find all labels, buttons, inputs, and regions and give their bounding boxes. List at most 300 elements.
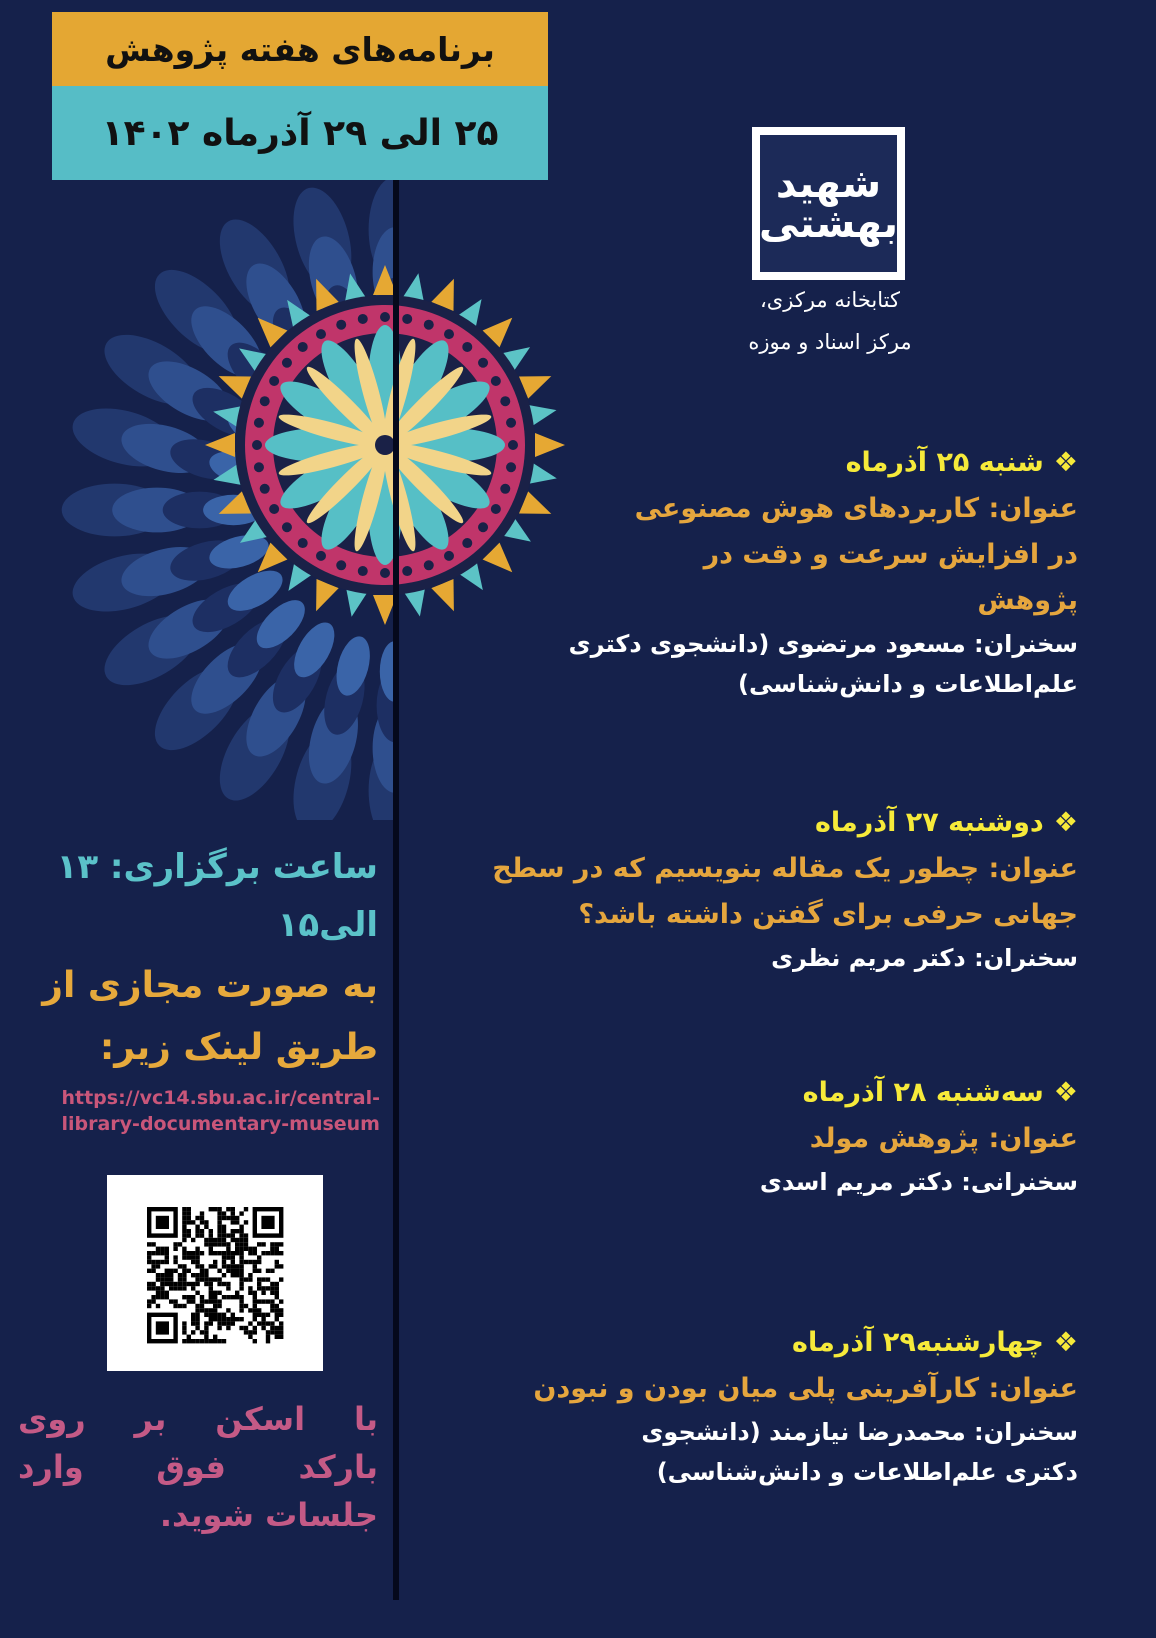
qr-module <box>191 1220 195 1224</box>
qr-module <box>169 1299 173 1303</box>
qr-module <box>173 1286 177 1290</box>
qr-module <box>244 1326 248 1330</box>
link-line-1[interactable]: https://vc14.sbu.ac.ir/central- <box>61 1087 380 1109</box>
qr-module <box>239 1238 243 1242</box>
qr-module <box>239 1251 243 1255</box>
qr-module <box>204 1242 208 1246</box>
qr-module <box>231 1260 235 1264</box>
time-line-1: ساعت برگزاری: ۱۳ <box>56 847 378 887</box>
qr-module <box>244 1330 248 1334</box>
qr-module <box>151 1251 155 1255</box>
session-1 <box>569 440 1078 704</box>
qr-module <box>231 1313 235 1317</box>
qr-module <box>200 1229 204 1233</box>
qr-module <box>173 1299 177 1303</box>
qr-module <box>213 1291 217 1295</box>
header-dates-banner <box>52 86 548 180</box>
qr-module <box>195 1308 199 1312</box>
qr-module <box>253 1247 257 1251</box>
qr-code[interactable] <box>107 1175 323 1371</box>
qr-module <box>244 1238 248 1242</box>
qr-module <box>279 1242 283 1246</box>
qr-module <box>204 1330 208 1334</box>
qr-module <box>239 1233 243 1237</box>
qr-module <box>213 1277 217 1281</box>
qr-module <box>213 1304 217 1308</box>
session-speaker-line: سخنران: دکتر مریم نظری <box>771 944 1078 972</box>
qr-module <box>156 1295 160 1299</box>
qr-module <box>173 1304 177 1308</box>
qr-module <box>209 1339 213 1343</box>
session-title-line: عنوان: کاربردهای هوش مصنوعی <box>634 493 1078 524</box>
qr-module <box>182 1216 186 1220</box>
qr-module <box>200 1339 204 1343</box>
qr-module <box>156 1304 160 1308</box>
qr-module <box>187 1251 191 1255</box>
qr-module <box>209 1229 213 1233</box>
qr-module <box>195 1216 199 1220</box>
qr-module <box>270 1251 274 1255</box>
qr-module <box>257 1321 261 1325</box>
qr-module <box>244 1277 248 1281</box>
session-day-label: چهارشنبه۲۹ آذرماه <box>792 1327 1044 1358</box>
qr-module <box>275 1291 279 1295</box>
flower-dot <box>316 329 326 339</box>
qr-module <box>217 1216 221 1220</box>
flower-dot <box>260 396 270 406</box>
qr-module <box>151 1282 155 1286</box>
qr-module <box>231 1255 235 1259</box>
qr-module <box>187 1216 191 1220</box>
qr-module <box>226 1251 230 1255</box>
qr-module <box>235 1220 239 1224</box>
qr-module <box>209 1242 213 1246</box>
qr-module <box>213 1238 217 1242</box>
qr-module <box>217 1233 221 1237</box>
qr-module <box>231 1216 235 1220</box>
qr-module <box>182 1277 186 1281</box>
flower-dot <box>282 358 292 368</box>
qr-module <box>222 1225 226 1229</box>
qr-module <box>244 1304 248 1308</box>
qr-module <box>275 1308 279 1312</box>
qr-module <box>182 1211 186 1215</box>
qr-module <box>213 1317 217 1321</box>
flower-center <box>375 435 395 455</box>
qr-module <box>182 1330 186 1334</box>
qr-module <box>160 1282 164 1286</box>
qr-module <box>156 1291 160 1295</box>
qr-module <box>279 1277 283 1281</box>
qr-module <box>195 1304 199 1308</box>
qr-module <box>165 1291 169 1295</box>
qr-module <box>217 1277 221 1281</box>
qr-module <box>222 1273 226 1277</box>
qr-module <box>257 1242 261 1246</box>
qr-module <box>213 1251 217 1255</box>
qr-module <box>226 1233 230 1237</box>
qr-module <box>200 1269 204 1273</box>
qr-module <box>191 1251 195 1255</box>
qr-module <box>275 1326 279 1330</box>
qr-module <box>204 1326 208 1330</box>
qr-module <box>239 1211 243 1215</box>
qr-module <box>279 1321 283 1325</box>
qr-module <box>253 1339 257 1343</box>
qr-module <box>178 1282 182 1286</box>
qr-module <box>270 1282 274 1286</box>
qr-module <box>270 1299 274 1303</box>
qr-module <box>222 1251 226 1255</box>
qr-module <box>191 1313 195 1317</box>
qr-module <box>235 1295 239 1299</box>
qr-module <box>187 1255 191 1259</box>
qr-module <box>239 1286 243 1290</box>
qr-module <box>195 1313 199 1317</box>
qr-module <box>182 1295 186 1299</box>
flower-spike <box>205 433 235 457</box>
qr-module <box>156 1251 160 1255</box>
session-speaker-line: سخنران: مسعود مرتضوی (دانشجوی دکتری <box>568 630 1078 658</box>
qr-module <box>275 1317 279 1321</box>
qr-module <box>195 1247 199 1251</box>
session-title-line: جهانی حرفی برای گفتن داشته باشد؟ <box>578 899 1078 930</box>
qr-module <box>275 1313 279 1317</box>
qr-module <box>160 1286 164 1290</box>
qr-module <box>204 1238 208 1242</box>
qr-module <box>226 1308 230 1312</box>
qr-module <box>239 1277 243 1281</box>
qr-module <box>187 1282 191 1286</box>
qr-module <box>266 1339 270 1343</box>
qr-module <box>226 1326 230 1330</box>
qr-module <box>178 1242 182 1246</box>
qr-module <box>226 1286 230 1290</box>
flower-dot <box>478 358 488 368</box>
flower-dot <box>269 376 279 386</box>
qr-module <box>147 1251 151 1255</box>
qr-module <box>156 1260 160 1264</box>
qr-module <box>209 1313 213 1317</box>
qr-module <box>261 1321 265 1325</box>
qr-module <box>235 1216 239 1220</box>
qr-module <box>257 1277 261 1281</box>
qr-module <box>253 1326 257 1330</box>
qr-module <box>200 1211 204 1215</box>
diamond-quad-icon: ❖ <box>1053 447 1078 478</box>
qr-module <box>182 1229 186 1233</box>
qr-module <box>261 1299 265 1303</box>
qr-module <box>195 1277 199 1281</box>
flower-dot <box>282 522 292 532</box>
logo-mark: ﺷﻬﻴﺪ ﺑﻬﺸﺘﻰ <box>760 135 897 272</box>
qr-module <box>173 1247 177 1251</box>
qr-module <box>279 1308 283 1312</box>
qr-module <box>239 1282 243 1286</box>
session-title-line: عنوان: چطور یک مقاله بنویسیم که در سطح <box>492 853 1078 884</box>
qr-module <box>165 1260 169 1264</box>
qr-module <box>217 1299 221 1303</box>
qr-module <box>244 1247 248 1251</box>
diamond-quad-icon: ❖ <box>1053 807 1078 838</box>
mandala-flower-icon <box>205 255 565 635</box>
session-title-line: عنوان: کارآفرینی پلی میان بودن و نبودن <box>533 1373 1078 1404</box>
qr-module <box>279 1335 283 1339</box>
qr-module <box>253 1291 257 1295</box>
qr-module <box>195 1291 199 1295</box>
session-3 <box>760 1070 1078 1202</box>
qr-module <box>217 1207 221 1211</box>
qr-module <box>226 1242 230 1246</box>
qr-module <box>151 1242 155 1246</box>
qr-module <box>182 1220 186 1224</box>
qr-module <box>270 1330 274 1334</box>
link-line-2[interactable]: library-documentary-museum <box>61 1113 380 1135</box>
flower-dot <box>500 484 510 494</box>
qr-module <box>195 1339 199 1343</box>
qr-module <box>151 1299 155 1303</box>
qr-module <box>261 1277 265 1281</box>
qr-module <box>209 1233 213 1237</box>
qr-module <box>222 1260 226 1264</box>
qr-module <box>217 1269 221 1273</box>
qr-module <box>261 1251 265 1255</box>
qr-module <box>213 1313 217 1317</box>
qr-finder <box>156 1216 169 1229</box>
qr-module <box>165 1277 169 1281</box>
qr-module <box>200 1299 204 1303</box>
qr-module <box>270 1326 274 1330</box>
qr-module <box>147 1304 151 1308</box>
organizer-line-2: مرکز اسناد و موزه <box>748 330 912 354</box>
qr-module <box>147 1255 151 1259</box>
qr-module <box>195 1233 199 1237</box>
qr-module <box>248 1277 252 1281</box>
qr-module <box>217 1321 221 1325</box>
qr-module <box>217 1229 221 1233</box>
flower-dot <box>491 504 501 514</box>
qr-module <box>204 1269 208 1273</box>
flower-dot <box>254 462 264 472</box>
flower-dot <box>380 568 390 578</box>
flower-dot <box>478 522 488 532</box>
session-title-line: پژوهش <box>977 585 1078 616</box>
qr-module <box>235 1269 239 1273</box>
qr-module <box>195 1326 199 1330</box>
qr-module <box>182 1286 186 1290</box>
qr-module <box>248 1286 252 1290</box>
qr-module <box>160 1247 164 1251</box>
qr-module <box>253 1299 257 1303</box>
qr-module <box>187 1295 191 1299</box>
qr-module <box>182 1238 186 1242</box>
qr-module <box>270 1304 274 1308</box>
qr-module <box>204 1225 208 1229</box>
qr-module <box>209 1277 213 1281</box>
qr-module <box>156 1247 160 1251</box>
session-4 <box>533 1320 1078 1492</box>
flower-dot <box>358 566 368 576</box>
qr-module <box>165 1295 169 1299</box>
qr-module <box>217 1225 221 1229</box>
qr-module <box>275 1286 279 1290</box>
qr-module <box>213 1295 217 1299</box>
qr-module <box>178 1304 182 1308</box>
qr-module <box>213 1207 217 1211</box>
qr-module <box>244 1242 248 1246</box>
organizer-line-1: کتابخانه مرکزی، <box>760 288 900 312</box>
scan-line-2: بارکد فوق وارد <box>18 1448 378 1486</box>
qr-module <box>235 1264 239 1268</box>
qr-module <box>239 1295 243 1299</box>
qr-module <box>270 1242 274 1246</box>
qr-module <box>187 1211 191 1215</box>
qr-module <box>195 1260 199 1264</box>
qr-module <box>200 1216 204 1220</box>
qr-module <box>275 1264 279 1268</box>
qr-module <box>191 1255 195 1259</box>
qr-module <box>253 1269 257 1273</box>
qr-module <box>239 1326 243 1330</box>
qr-module <box>239 1317 243 1321</box>
flower-dot <box>506 462 516 472</box>
qr-module <box>200 1304 204 1308</box>
qr-module <box>169 1282 173 1286</box>
qr-module <box>173 1255 177 1259</box>
qr-module <box>182 1282 186 1286</box>
qr-module <box>270 1291 274 1295</box>
header-dates: ۲۵ الی ۲۹ آذرماه ۱۴۰۲ <box>101 112 499 154</box>
qr-module <box>239 1260 243 1264</box>
qr-module <box>182 1225 186 1229</box>
qr-module <box>217 1220 221 1224</box>
qr-module <box>209 1291 213 1295</box>
qr-module <box>248 1260 252 1264</box>
qr-module <box>261 1317 265 1321</box>
qr-module <box>165 1251 169 1255</box>
qr-module <box>217 1339 221 1343</box>
qr-module <box>235 1229 239 1233</box>
qr-module <box>182 1255 186 1259</box>
qr-module <box>204 1335 208 1339</box>
qr-module <box>178 1286 182 1290</box>
qr-module <box>279 1313 283 1317</box>
qr-module <box>200 1251 204 1255</box>
qr-module <box>222 1295 226 1299</box>
qr-module <box>217 1282 221 1286</box>
qr-module <box>160 1251 164 1255</box>
qr-module <box>209 1264 213 1268</box>
qr-module <box>239 1242 243 1246</box>
qr-module <box>204 1321 208 1325</box>
qr-module <box>204 1308 208 1312</box>
qr-module <box>253 1304 257 1308</box>
qr-module <box>239 1269 243 1273</box>
qr-module <box>231 1211 235 1215</box>
qr-module <box>151 1260 155 1264</box>
qr-module <box>235 1273 239 1277</box>
qr-module <box>257 1308 261 1312</box>
qr-module <box>261 1313 265 1317</box>
qr-module <box>187 1299 191 1303</box>
session-speaker-line: علم‌اطلاعات و دانش‌شناسی) <box>738 670 1078 698</box>
qr-module <box>213 1308 217 1312</box>
qr-module <box>200 1308 204 1312</box>
qr-module <box>169 1277 173 1281</box>
qr-module <box>191 1273 195 1277</box>
flower-dot <box>508 440 518 450</box>
flower-dot <box>316 551 326 561</box>
qr-module <box>173 1269 177 1273</box>
qr-finder <box>261 1216 274 1229</box>
qr-module <box>182 1304 186 1308</box>
qr-module <box>165 1255 169 1259</box>
qr-module <box>222 1242 226 1246</box>
qr-module <box>257 1313 261 1317</box>
qr-module <box>182 1247 186 1251</box>
qr-module <box>191 1317 195 1321</box>
qr-module <box>156 1277 160 1281</box>
qr-module <box>178 1277 182 1281</box>
qr-module <box>226 1216 230 1220</box>
qr-module <box>257 1282 261 1286</box>
qr-module <box>147 1269 151 1273</box>
qr-module <box>191 1330 195 1334</box>
qr-module <box>275 1251 279 1255</box>
qr-module <box>226 1247 230 1251</box>
session-speaker-line: سخنرانی: دکتر مریم اسدی <box>759 1168 1078 1196</box>
qr-module <box>182 1251 186 1255</box>
qr-module <box>160 1295 164 1299</box>
session-title-line: عنوان: پژوهش مولد <box>809 1123 1078 1154</box>
qr-module <box>182 1264 186 1268</box>
qr-module <box>279 1264 283 1268</box>
flower-dot <box>444 329 454 339</box>
qr-module <box>204 1220 208 1224</box>
mode-line-2: طریق لینک زیر: <box>99 1027 378 1068</box>
qr-module <box>191 1339 195 1343</box>
qr-module <box>226 1255 230 1259</box>
qr-module <box>191 1282 195 1286</box>
qr-module <box>222 1282 226 1286</box>
qr-module <box>191 1295 195 1299</box>
flower-spike <box>535 433 565 457</box>
qr-module <box>200 1220 204 1224</box>
qr-module <box>165 1247 169 1251</box>
qr-module <box>248 1291 252 1295</box>
session-speaker-line: دکتری علم‌اطلاعات و دانش‌شناسی) <box>656 1458 1078 1486</box>
qr-module <box>209 1207 213 1211</box>
qr-module <box>266 1299 270 1303</box>
qr-module <box>253 1313 257 1317</box>
qr-module <box>213 1299 217 1303</box>
qr-module <box>217 1326 221 1330</box>
qr-module <box>147 1260 151 1264</box>
meeting-link[interactable] <box>40 1085 380 1137</box>
mode-info <box>18 955 378 1079</box>
qr-module <box>209 1251 213 1255</box>
flower-dot <box>402 566 412 576</box>
qr-module <box>244 1220 248 1224</box>
flower-dot <box>506 418 516 428</box>
header-title-banner <box>52 12 548 86</box>
flower-dot <box>380 312 390 322</box>
qr-module <box>266 1335 270 1339</box>
qr-module <box>195 1273 199 1277</box>
qr-module <box>195 1255 199 1259</box>
qr-module <box>178 1273 182 1277</box>
qr-module <box>231 1220 235 1224</box>
